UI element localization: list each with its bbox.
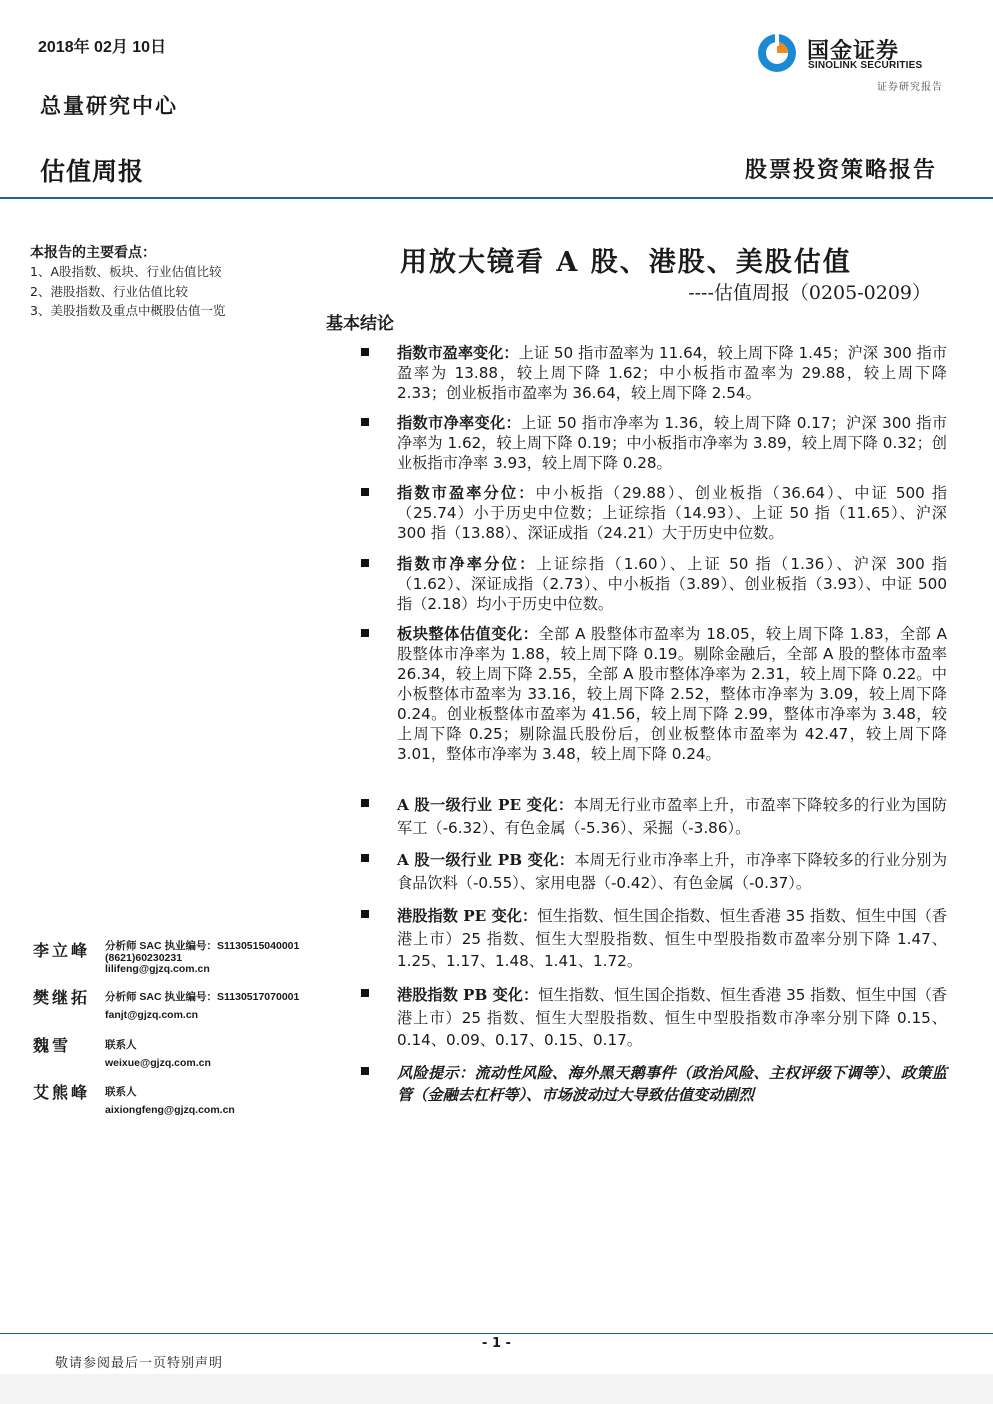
logo-subtitle: 证券研究报告: [877, 82, 943, 93]
bullet-square-icon: [361, 989, 369, 997]
bullet-label: 板块整体估值变化：: [397, 625, 539, 643]
bullet-text: 全部 A 股整体市盈率为 18.05，较上周下降 1.83，全部 A 股整体市净率为 1.88，较上周下降 0.19。剔除金融后，全部 A 股的整体市盈率 26.34，较上周下降 2.55，全部 A 股市整体净率为 2.31，较上周下降 0.22。中小板整体市盈率为 33.16，较上周下降 2.52，整体市净率为 3.09，较上周下降 0.24。创业板整体市盈率为 41.56，较上周下降 2.99，整体市净率为 3.48，较上周下降 0.25；剔除温氏股份后，创业板整体市盈率为 42.47，较上周下降 3.01，整体市净率为 3.48，较上周下降 0.24。: [397, 625, 948, 763]
bullet-label: 指数市净率变化：: [397, 414, 522, 432]
analyst-role: 联系人: [105, 1086, 137, 1098]
bullet-label: 指数市盈率分位：: [397, 484, 536, 502]
conclusion-bullet: [357, 624, 947, 764]
highlight-item: 2、港股指数、行业估值比较: [30, 283, 188, 299]
disclaimer-note: 敬请参阅最后一页特别声明: [55, 1356, 224, 1371]
research-center: 总量研究中心: [40, 93, 178, 118]
conclusion-bullet: [357, 984, 947, 1052]
bullet-text: 上证综指（1.60）、上证 50 指（1.36）、沪深 300 指（1.62）、深证成指（2.73）、中小板指（3.89）、创业板指（3.93）、中证 500 指（2.18）均小于历史中位数。: [397, 555, 948, 613]
analyst-name: 艾熊峰: [33, 1083, 91, 1102]
bullet-square-icon: [361, 910, 369, 918]
bullet-square-icon: [361, 348, 369, 356]
conclusion-bullet: [357, 343, 947, 403]
sub-title: ----估值周报（0205-0209）: [688, 282, 931, 304]
conclusion-bullet: [357, 413, 947, 473]
logo-text-cn: 国金证券: [807, 39, 900, 64]
bullet-square-icon: [361, 799, 369, 807]
analyst-name: 魏雪: [33, 1036, 72, 1055]
report-type: 估值周报: [40, 157, 145, 186]
highlights-title: 本报告的主要看点：: [30, 245, 156, 261]
bullet-label: 港股指数 PE 变化：: [397, 907, 538, 925]
footer-band: [0, 1374, 993, 1404]
conclusion-bullet: [357, 554, 947, 614]
bullet-text: 中小板指（29.88）、创业板指（36.64）、中证 500 指（25.74）小于历史中位数；上证综指（14.93）、上证 50 指（11.65）、沪深 300 指（13.88）、深证成指（24.21）大于历史中位数。: [397, 484, 948, 542]
highlight-item: 3、美股指数及重点中概股估值一览: [30, 303, 226, 318]
conclusion-bullet: [357, 483, 947, 543]
bullet-label: 指数市净率分位：: [397, 555, 537, 573]
bullet-label: A 股一级行业 PE 变化：: [397, 796, 574, 814]
bullet-square-icon: [361, 418, 369, 426]
bullet-square-icon: [361, 1067, 369, 1075]
highlight-item: 1、A股指数、板块、行业估值比较: [30, 264, 222, 279]
analyst-info: [105, 1083, 235, 1119]
bullet-square-icon: [361, 559, 369, 567]
analyst-role: 联系人: [105, 1039, 137, 1051]
risk-text: 风险提示：流动性风险、海外黑天鹅事件（政治风险、主权评级下调等）、政策监管（金融去杠杆等）、市场波动过大导致估值变动剧烈: [397, 1064, 947, 1104]
analyst-email[interactable]: fanjt@gjzq.com.cn: [105, 1009, 199, 1021]
report-category: 股票投资策略报告: [744, 157, 937, 183]
bullet-label: 港股指数 PB 变化：: [397, 986, 539, 1004]
bullet-text: 上证 50 指市净率为 1.36，较上周下降 0.17；沪深 300 指市净率为 1.62，较上周下降 0.19；中小板指市净率为 3.89，较上周下降 0.32；创业板指市净率 3.93，较上周下降 0.28。: [397, 414, 948, 472]
bullet-text: 本周无行业市净率上升，市净率下降较多的行业分别为食品饮料（-0.55）、家用电器（-0.42）、有色金属（-0.37）。: [397, 851, 948, 892]
page-number: - 1 -: [482, 1336, 511, 1351]
conclusion-bullet: [357, 849, 947, 895]
analyst-info: [105, 1036, 211, 1072]
highlights-list: [30, 262, 280, 321]
analyst-credential: 分析师 SAC 执业编号：S1130515040001: [105, 940, 300, 952]
header-divider: [0, 197, 993, 199]
bullet-text: 恒生指数、恒生国企指数、恒生香港 35 指数、恒生中国（香港上市）25 指数、恒生大型股指数、恒生中型股指数市净率分别下降 0.15、0.14、0.09、0.17、0.15、0.17。: [397, 986, 947, 1049]
footer-divider: [0, 1333, 993, 1334]
bullet-label: 指数市盈率变化：: [397, 344, 519, 362]
report-date: 2018年 02月 10日: [38, 39, 167, 56]
conclusion-bullet: [357, 905, 947, 973]
analyst-email[interactable]: aixiongfeng@gjzq.com.cn: [105, 1104, 235, 1116]
analyst-email[interactable]: lilifeng@gjzq.com.cn: [105, 963, 210, 975]
bullet-label: A 股一级行业 PB 变化：: [397, 851, 575, 869]
analyst-info: [105, 941, 299, 976]
analyst-credential: 分析师 SAC 执业编号：S1130517070001: [105, 991, 300, 1003]
bullet-text: 恒生指数、恒生国企指数、恒生香港 35 指数、恒生中国（香港上市）25 指数、恒生大型股指数、恒生中型股指数市盈率分别下降 1.47、1.25、1.17、1.48、1.41、1.72。: [397, 907, 948, 970]
analyst-info: [105, 988, 299, 1024]
main-title: 用放大镜看 A 股、港股、美股估值: [400, 247, 852, 278]
bullet-text: 上证 50 指市盈率为 11.64，较上周下降 1.45；沪深 300 指市盈率为 13.88，较上周下降 1.62；中小板指市盈率为 29.88，较上周下降 2.33；创业板指市盈率为 36.64，较上周下降 2.54。: [397, 344, 948, 402]
conclusion-bullet: [357, 794, 947, 840]
bullet-square-icon: [361, 488, 369, 496]
analyst-email[interactable]: weixue@gjzq.com.cn: [105, 1057, 211, 1069]
bullet-text: 本周无行业市盈率上升，市盈率下降较多的行业为国防军工（-6.32）、有色金属（-5.36）、采掘（-3.86）。: [397, 796, 947, 837]
logo-text-en: SINOLINK SECURITIES: [808, 60, 923, 71]
section-heading: 基本结论: [326, 314, 394, 334]
bullet-square-icon: [361, 629, 369, 637]
analyst-phone: (8621)60230231: [105, 951, 183, 964]
risk-warning: [357, 1062, 947, 1106]
analyst-name: 樊继拓: [33, 988, 91, 1007]
bullet-square-icon: [361, 854, 369, 862]
analyst-name: 李立峰: [33, 941, 91, 960]
